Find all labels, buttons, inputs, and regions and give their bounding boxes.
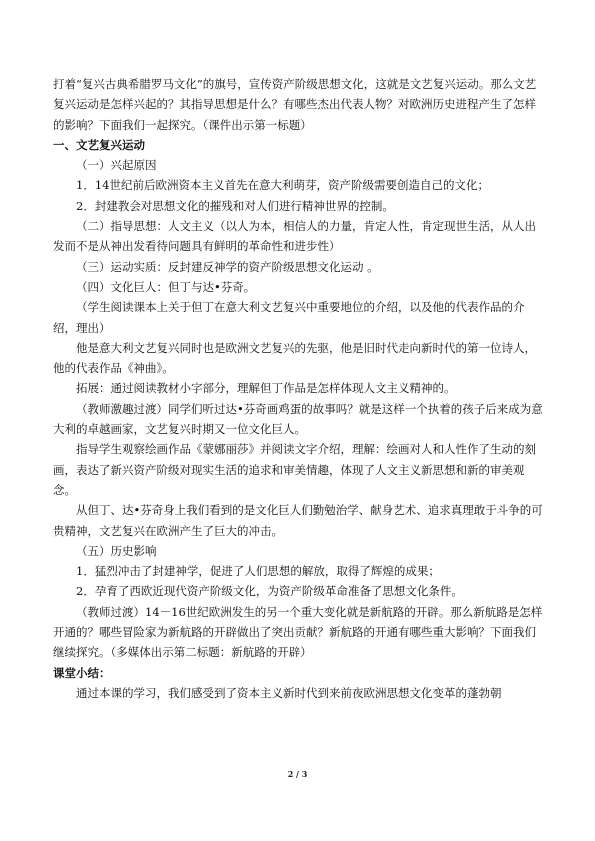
body-paragraph: 指导学生观察绘画作品《蒙娜丽莎》并阅读文字介绍，理解：绘画对人和人性作了生动的刻画，表达了新兴资产阶级对现实生活的追求和审美情趣，体现了人文主义新思想和新的审美观念。 bbox=[53, 442, 536, 497]
list-item: 2．孕育了西欧近现代资产阶级文化，为资产阶级革命准备了思想文化条件。 bbox=[76, 584, 463, 599]
body-paragraph: （教师过渡）14－16世纪欧洲发生的另一个重大变化就是新航路的开辟。那么新航路是怎样开通的？哪些冒险家为新航路的开辟做出了突出贡献？新航路的开通有哪些重大影响？下面我们继续探究。（多媒体出示第二标题：新航路的开辟） bbox=[53, 604, 543, 660]
body-paragraph: 他是意大利文艺复兴同时也是欧洲文艺复兴的先驱，他是旧时代走向新时代的第一位诗人，他的代表作品《神曲》。 bbox=[53, 340, 536, 376]
body-paragraph: 从但丁、达•芬奇身上我们看到的是文化巨人们勤勉治学、献身艺术、追求真理敢于斗争的可贵精神，文艺复兴在欧洲产生了巨大的冲击。 bbox=[53, 503, 543, 538]
body-paragraph: （教师激趣过渡）同学们听过达•芬奇画鸡蛋的故事吗？就是这样一个执着的孩子后来成为意大利的卓越画家，文艺复兴时期又一位文化巨人。 bbox=[53, 401, 543, 437]
subsection-heading: （一）兴起原因 bbox=[76, 158, 157, 173]
body-paragraph: （三）运动实质：反封建反神学的资产阶级思想文化运动 。 bbox=[76, 259, 379, 274]
body-paragraph: 通过本课的学习，我们感受到了资本主义新时代到来前夜欧洲思想文化变革的蓬勃朝 bbox=[76, 685, 502, 700]
section-heading: 一、文艺复兴运动 bbox=[53, 137, 145, 152]
body-paragraph: 拓展：通过阅读教材小字部分，理解但丁作品是怎样体现人文主义精神的。 bbox=[76, 381, 456, 396]
list-item: 1．14世纪前后欧洲资本主义首先在意大利萌芽，资产阶级需要创造自己的文化； bbox=[76, 178, 489, 193]
list-item: 2．封建教会对思想文化的摧残和对人们进行精神世界的控制。 bbox=[76, 198, 394, 213]
list-item: 1．猛烈冲击了封建神学，促进了人们思想的解放，取得了辉煌的成果； bbox=[76, 564, 440, 579]
subsection-heading: （四）文化巨人：但丁与达•芬奇。 bbox=[76, 279, 256, 294]
body-paragraph: （二）指导思想：人文主义（以人为本，相信人的力量，肯定人性，肯定现世生活，从人出发而不是从神出发看待问题具有鲜明的革命性和进步性） bbox=[53, 219, 536, 254]
page-number: 2 / 3 bbox=[287, 769, 308, 779]
subsection-heading: （五）历史影响 bbox=[76, 543, 157, 558]
intro-paragraph: 打着“复兴古典希腊罗马文化”的旗号，宣传资产阶级思想文化，这就是文艺复兴运动。那么文艺复兴运动是怎样兴起的？其指导思想是什么？有哪些杰出代表人物？对欧洲历史进程产生了怎样的影响？下面我们一起探究。（课件出示第一标题） bbox=[53, 77, 537, 132]
document-body bbox=[53, 74, 543, 703]
summary-heading: 课堂小结： bbox=[53, 665, 111, 680]
body-paragraph: （学生阅读课本上关于但丁在意大利文艺复兴中重要地位的介绍，以及他的代表作品的介绍，理出） bbox=[53, 300, 525, 335]
